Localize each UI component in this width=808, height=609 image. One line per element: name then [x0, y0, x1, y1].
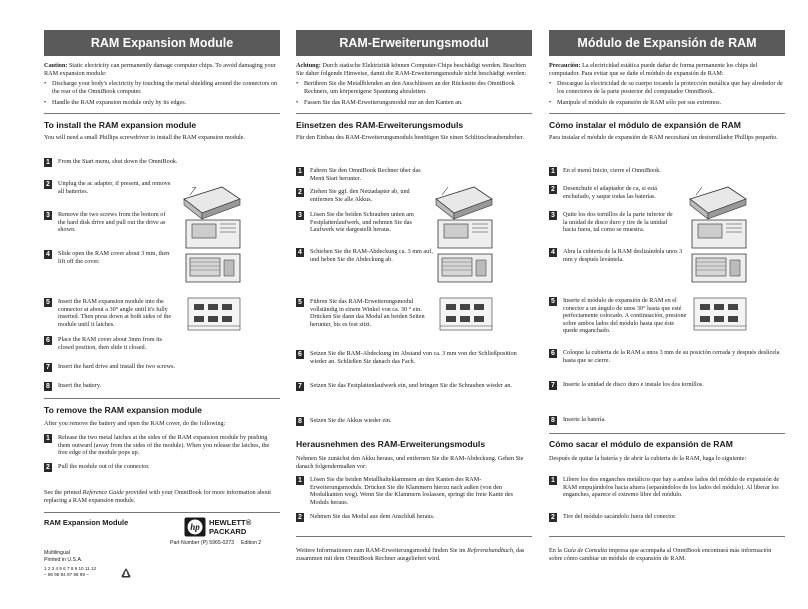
divider: [549, 536, 785, 537]
laptop-bottom-illustration: [690, 216, 748, 252]
divider: [549, 433, 785, 434]
ram-module-insertion-illustration: [692, 296, 748, 332]
ram-cover-illustration: [436, 250, 494, 286]
step-5: 5 Inserte el módulo de expansión de RAM en el conector a un ángulo de unos 30° hasta que esté perfectamente colocado. A continuación, presione sobre ambos lados del módulo hasta que éste quede enganchado.: [549, 297, 689, 335]
list-item: • Fassen Sie das RAM-Erweiterungsmodul nur an den Kanten an.: [296, 99, 532, 107]
list-item: • Berühren Sie die Metallblenden an den Anschlüssen an der Rückseite des OmniBook Rechners, um körpereigene Spannung abzuleiten.: [296, 80, 532, 95]
remove-title-german: Herausnehmen des RAM-Erweiterungsmoduls: [296, 439, 486, 449]
step-4: 4 Schieben Sie die RAM-Abdeckung ca. 3 mm auf, und heben Sie die Abdeckung ab.: [296, 248, 436, 263]
hp-logo-icon: [184, 517, 206, 537]
divider: [44, 512, 280, 513]
caution-german: Achtung: Durch statische Elektrizität können Computer-Chips beschädigt werden. Beachten Sie daher folgende Hinweise, damit die RAM-Erweiterungsmodule nicht beschädigt werden:: [296, 62, 527, 77]
caution-bullets-german: [296, 80, 532, 107]
caution-bullets-english: [44, 80, 280, 107]
header-spanish: Módulo de Expansión de RAM: [549, 30, 785, 56]
closing-note-german: Weitere Informationen zum RAM-Erweiterungsmodul finden Sie im Referenzhandbuch, das zusammen mit dem OmniBook Rechner ausgeliefert wird.: [296, 547, 525, 562]
list-item: • Descargue la electricidad de su cuerpo tocando la protección metálica que hay alrededor de los conectores de la parte posterior del computador OmniBook.: [549, 80, 785, 95]
ram-cover-illustration: [184, 250, 242, 286]
divider: [549, 113, 785, 114]
column-german: [296, 30, 532, 562]
install-intro-english: You will need a small Phillips screwdriver to install the RAM expansion module.: [44, 133, 245, 141]
closing-note-spanish: En la Guía de Consulta impresa que acompaña al OmniBook encontrará más información sobre cómo cambiar un módulo de expansión de RAM.: [549, 547, 772, 562]
step-8: 8 Insert the battery.: [44, 382, 280, 390]
caution-english: Caution: Static electricity can permanently damage computer chips. To avoid damaging your RAM expansion module:: [44, 62, 276, 77]
laptop-bottom-illustration: [436, 216, 494, 252]
install-title-english: To install the RAM expansion module: [44, 119, 197, 130]
caution-spanish: Precaución: La electricidad estática puede dañar de forma permanente los chips del computador. Para evitar que se dañe el módulo de expansión de RAM:: [549, 62, 758, 77]
remove-title-spanish: Cómo sacar el módulo de expansión de RAM: [549, 439, 733, 449]
closing-note-english: See the printed Reference Guide provided with your OmniBook for more information about replacing a RAM expansion module.: [44, 489, 271, 504]
step-8: 8 Setzen Sie die Akkus wieder ein.: [296, 417, 532, 425]
product-title: RAM Expansion Module: [44, 518, 129, 527]
step-5: 5 Insert the RAM expansion module into the connector at about a 30° angle until it's fully inserted. Then press down at both sides of the module until it latches.: [44, 298, 184, 328]
recycle-icon: [120, 567, 132, 579]
remove-step-2: 2 Nehmen Sie das Modul aus dem Anschluß heraus.: [296, 513, 532, 521]
step-1: 1 Fahren Sie den OmniBook Rechner über das Menü Start herunter.: [296, 167, 426, 182]
step-7: 7 Inserte la unidad de disco duro e instale los dos tornillos.: [549, 381, 785, 389]
install-intro-spanish: Para instalar el módulo de expansión de RAM necesitará un destornillador Phillips pequeño.: [549, 133, 778, 141]
step-2: 2 Ziehen Sie ggf. den Netzadapter ab, und entfernen Sie alle Akkus.: [296, 188, 426, 203]
remove-step-1: 1 Lösen Sie die beiden Metallhalteklammern an den Kanten des RAM-Erweiterungsmoduls. Drücken Sie die Klammern hierzu nach außen (von den Modulkanten weg). Wenn Sie die Klammern loslassen, springt die freie Kante des Moduls heraus.: [296, 476, 532, 506]
step-3: 3 Remove the two screws from the bottom of the hard disk drive and pull out the drive as shown.: [44, 211, 172, 234]
step-1: 1 From the Start menu, shut down the OmniBook.: [44, 158, 280, 166]
remove-intro-english: After you remove the battery and open the RAM cover, do the following:: [44, 420, 226, 427]
printed-label: Printed in U.S.A.: [44, 557, 83, 563]
list-item: • Manipule el módulo de expansión de RAM sólo por sus extremos.: [549, 99, 785, 107]
step-3: 3 Quite los dos tornillos de la parte inferior de la unidad de disco duro y tire de la unidad hacia fuera, tal como se muestra.: [549, 211, 677, 234]
ram-module-insertion-illustration: [186, 296, 242, 332]
list-item: • Discharge your body's electricity by touching the metal shielding around the connectors on the rear of the OmniBook computer.: [44, 80, 280, 95]
language-label: Multilingual: [44, 550, 70, 556]
remove-title-english: To remove the RAM expansion module: [44, 405, 202, 415]
step-6: 6 Place the RAM cover about 3mm from its closed position, then slide it closed.: [44, 336, 174, 351]
print-years: – 96 95 94 97 98 99 –: [44, 572, 89, 577]
step-8: 8 Inserte la batería.: [549, 416, 785, 424]
remove-step-2: 2 Pull the module out of the connector.: [44, 463, 280, 471]
print-codes: 1 2 3 4 5 6 7 8 9 10 11 12: [44, 566, 97, 571]
laptop-bottom-illustration: [184, 216, 242, 252]
remove-step-2: 2 Tire del módulo sacándolo fuera del conector.: [549, 513, 785, 521]
divider: [296, 536, 532, 537]
header-english: RAM Expansion Module: [44, 30, 280, 56]
caution-bullets-spanish: [549, 80, 785, 107]
part-number: Part Number (P) 5965-0273: [170, 540, 235, 546]
install-title-spanish: Cómo instalar el módulo de expansión de RAM: [549, 119, 741, 130]
step-7: 7 Setzen Sie das Festplattenlaufwerk ein, und bringen Sie die Schrauben wieder an.: [296, 382, 532, 390]
column-english: [44, 30, 280, 504]
step-2: 2 Desenchufe el adaptador de ca, si está enchufado, y saque todas las baterías.: [549, 185, 679, 200]
remove-intro-german: Nehmen Sie zunächst den Akku heraus, und entfernen Sie die RAM-Abdeckung. Gehen Sie danach folgendermaßen vor:: [296, 455, 524, 470]
step-1: 1 En el menú Inicio, cierre el OmniBook.: [549, 167, 785, 175]
step-6: 6 Setzen Sie die RAM-Abdeckung im Abstand von ca. 3 mm von der Schließposition wieder an. Schließen Sie danach das Fach.: [296, 350, 532, 365]
step-4: 4 Slide open the RAM cover about 3 mm, then lift off the cover.: [44, 250, 174, 265]
divider: [296, 113, 532, 114]
ram-module-insertion-illustration: [438, 296, 494, 332]
header-german: RAM-Erweiterungsmodul: [296, 30, 532, 56]
remove-step-1: 1 Release the two metal latches at the sides of the RAM expansion module by pushing them outward (away from the sides of the module). When you release the latches, the free edge of the module pops up.: [44, 434, 280, 457]
brand-name: HEWLETT® PACKARD: [209, 518, 252, 536]
divider: [44, 398, 280, 399]
step-2: 2 Unplug the ac adapter, if present, and remove all batteries.: [44, 180, 174, 195]
step-6: 6 Coloque la cubierta de la RAM a unos 3 mm de su posición cerrada y después deslícela hasta que se cierre.: [549, 349, 785, 364]
remove-step-1: 1 Libere los dos enganches metálicos que hay a ambos lados del módulo de expansión de RAM empujándolos hacia afuera (separándolos de los lados del módulo). Al liberar los enganches, aparece el extremo libre del módulo.: [549, 476, 785, 499]
step-7: 7 Insert the hard drive and install the two screws.: [44, 363, 280, 371]
column-spanish: [549, 30, 785, 562]
remove-intro-spanish: Después de quitar la batería y de abrir la cubierta de la RAM, haga lo siguiente:: [549, 455, 747, 462]
install-title-german: Einsetzen des RAM-Erweiterungsmoduls: [296, 119, 464, 130]
step-5: 5 Führen Sie das RAM-Erweiterungsmodul vollständig in einem Winkel von ca. 30 ° ein. Drücken Sie dann das Modul an beiden Seiten herunter, bis es fest sitzt.: [296, 298, 436, 328]
step-3: 3 Lösen Sie die beiden Schrauben unten am Festplattenlaufwerk, und nehmen Sie das Laufwerk wie dargestellt heraus.: [296, 211, 424, 234]
divider: [44, 113, 280, 114]
edition: Edition 2: [241, 540, 262, 546]
ram-cover-illustration: [690, 250, 748, 286]
list-item: • Handle the RAM expansion module only by its edges.: [44, 99, 280, 107]
step-4: 4 Abra la cubierta de la RAM deslizándola unos 3 mm y después levántela.: [549, 248, 689, 263]
svg-text:hp: hp: [190, 522, 200, 533]
install-intro-german: Für den Einbau des RAM-Erweiterungsmoduls benötigen Sie einen Schlitzschraubendreher.: [296, 133, 525, 141]
